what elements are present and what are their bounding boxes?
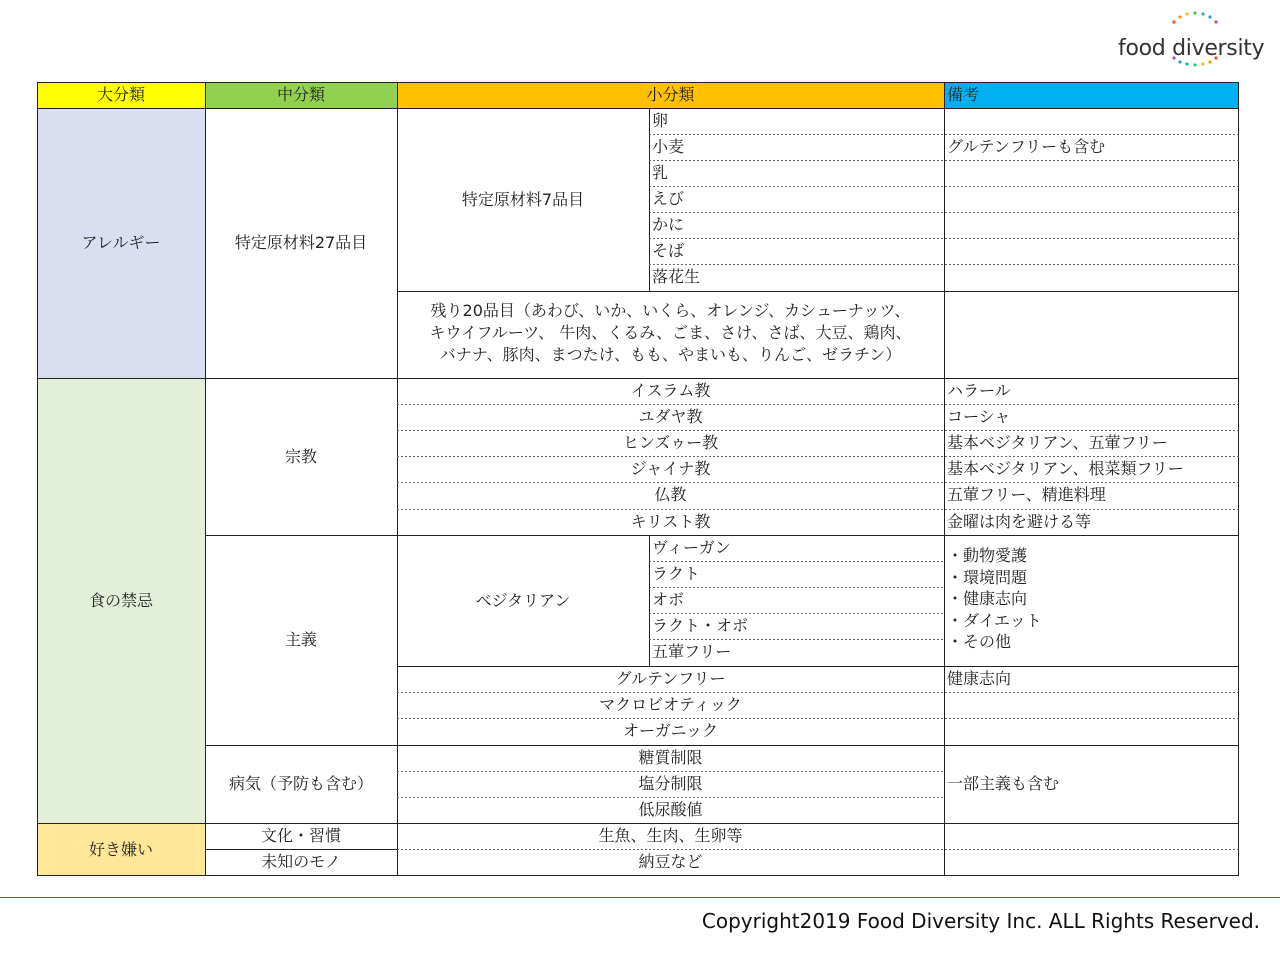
likes-minor: 納豆など bbox=[638, 852, 703, 871]
allergy-remark: グルテンフリーも含む bbox=[947, 137, 1106, 156]
rest20-line: バナナ、豚肉、まつたけ、もも、やまいも、りんご、ゼラチン） bbox=[439, 345, 902, 364]
allergy-item: かに bbox=[652, 215, 685, 234]
vegetarian-remark: ・環境問題 bbox=[947, 567, 1028, 587]
religion-item: ジャイナ教 bbox=[630, 459, 711, 478]
ism-other-remark: 健康志向 bbox=[947, 669, 1012, 688]
middle-religion: 宗教 bbox=[284, 446, 317, 466]
religion-item: イスラム教 bbox=[630, 381, 711, 400]
religion-item: ユダヤ教 bbox=[638, 407, 703, 426]
vegetarian-remark: ・健康志向 bbox=[947, 589, 1028, 608]
vegetarian-item: ヴィーガン bbox=[652, 538, 731, 557]
vegetarian-item: ラクト・オボ bbox=[652, 616, 749, 635]
allergy-item: えび bbox=[652, 189, 685, 208]
religion-remark: 五葷フリー、精進料理 bbox=[947, 485, 1106, 504]
vegetarian-remarks bbox=[947, 545, 1237, 657]
ism-other-item: オーガニック bbox=[622, 721, 719, 740]
allergy-rest20 bbox=[397, 300, 944, 370]
food-diversity-logo bbox=[1110, 10, 1270, 70]
minor-allergy-7: 特定原材料7品目 bbox=[461, 189, 585, 209]
religion-item: キリスト教 bbox=[630, 512, 711, 531]
header-major: 大分類 bbox=[96, 85, 145, 104]
disease-item: 糖質制限 bbox=[638, 748, 703, 767]
religion-remark: コーシャ bbox=[947, 407, 1011, 426]
disease-remark: 一部主義も含む bbox=[947, 774, 1060, 793]
allergy-item: そば bbox=[652, 241, 685, 260]
ism-other-item: マクロビオティック bbox=[599, 695, 742, 714]
middle-ism: 主義 bbox=[284, 630, 317, 649]
vegetarian-item: ラクト bbox=[652, 564, 701, 583]
religion-remark: 基本ベジタリアン、五葷フリー bbox=[947, 433, 1168, 452]
major-likes: 好き嫌い bbox=[88, 839, 153, 859]
vegetarian-remark: ・その他 bbox=[947, 632, 1012, 651]
logo-text: food diversity bbox=[1118, 36, 1265, 61]
religion-remark: ハラール bbox=[947, 381, 1011, 400]
allergy-item: 落花生 bbox=[652, 267, 701, 286]
disease-item: 低尿酸値 bbox=[638, 800, 703, 819]
ism-other-item: グルテンフリー bbox=[615, 669, 726, 688]
allergy-item: 乳 bbox=[652, 163, 669, 182]
header-remarks: 備考 bbox=[947, 85, 980, 104]
middle-allergy-27: 特定原材料27品目 bbox=[234, 233, 368, 252]
vegetarian-item: オボ bbox=[652, 590, 685, 609]
middle-disease: 病気（予防も含む） bbox=[228, 774, 373, 793]
header-minor: 小分類 bbox=[646, 85, 695, 104]
likes-minor: 生魚、生肉、生卵等 bbox=[598, 826, 743, 845]
religion-item: 仏教 bbox=[654, 485, 687, 504]
major-allergy: アレルギー bbox=[81, 233, 161, 252]
header-middle: 中分類 bbox=[276, 85, 325, 104]
religion-item: ヒンズゥー教 bbox=[622, 433, 719, 452]
major-taboo: 食の禁忌 bbox=[88, 590, 153, 610]
likes-middle: 文化・習慣 bbox=[260, 826, 341, 845]
religion-remark: 基本ベジタリアン、根菜類フリー bbox=[947, 459, 1184, 478]
religion-remark: 金曜は肉を避ける等 bbox=[947, 512, 1092, 531]
footer-divider bbox=[0, 897, 1280, 898]
minor-vegetarian: ベジタリアン bbox=[475, 590, 571, 610]
food-taboo-table bbox=[37, 82, 1239, 876]
rest20-line: キウイフルーツ、 牛肉、くるみ、ごま、さけ、さば、大豆、鶏肉、 bbox=[429, 323, 912, 342]
vegetarian-remark: ・ダイエット bbox=[947, 610, 1042, 630]
vegetarian-remark: ・動物愛護 bbox=[947, 546, 1028, 565]
likes-middle: 未知のモノ bbox=[261, 852, 341, 871]
allergy-item: 卵 bbox=[652, 111, 669, 130]
disease-item: 塩分制限 bbox=[638, 774, 703, 793]
rest20-line: 残り20品目（あわび、いか、いくら、オレンジ、カシューナッツ、 bbox=[430, 301, 911, 320]
vegetarian-item: 五葷フリー bbox=[652, 642, 732, 661]
copyright-text: Copyright2019 Food Diversity Inc. ALL Rights Reserved. bbox=[701, 909, 1260, 933]
allergy-item: 小麦 bbox=[652, 137, 685, 156]
